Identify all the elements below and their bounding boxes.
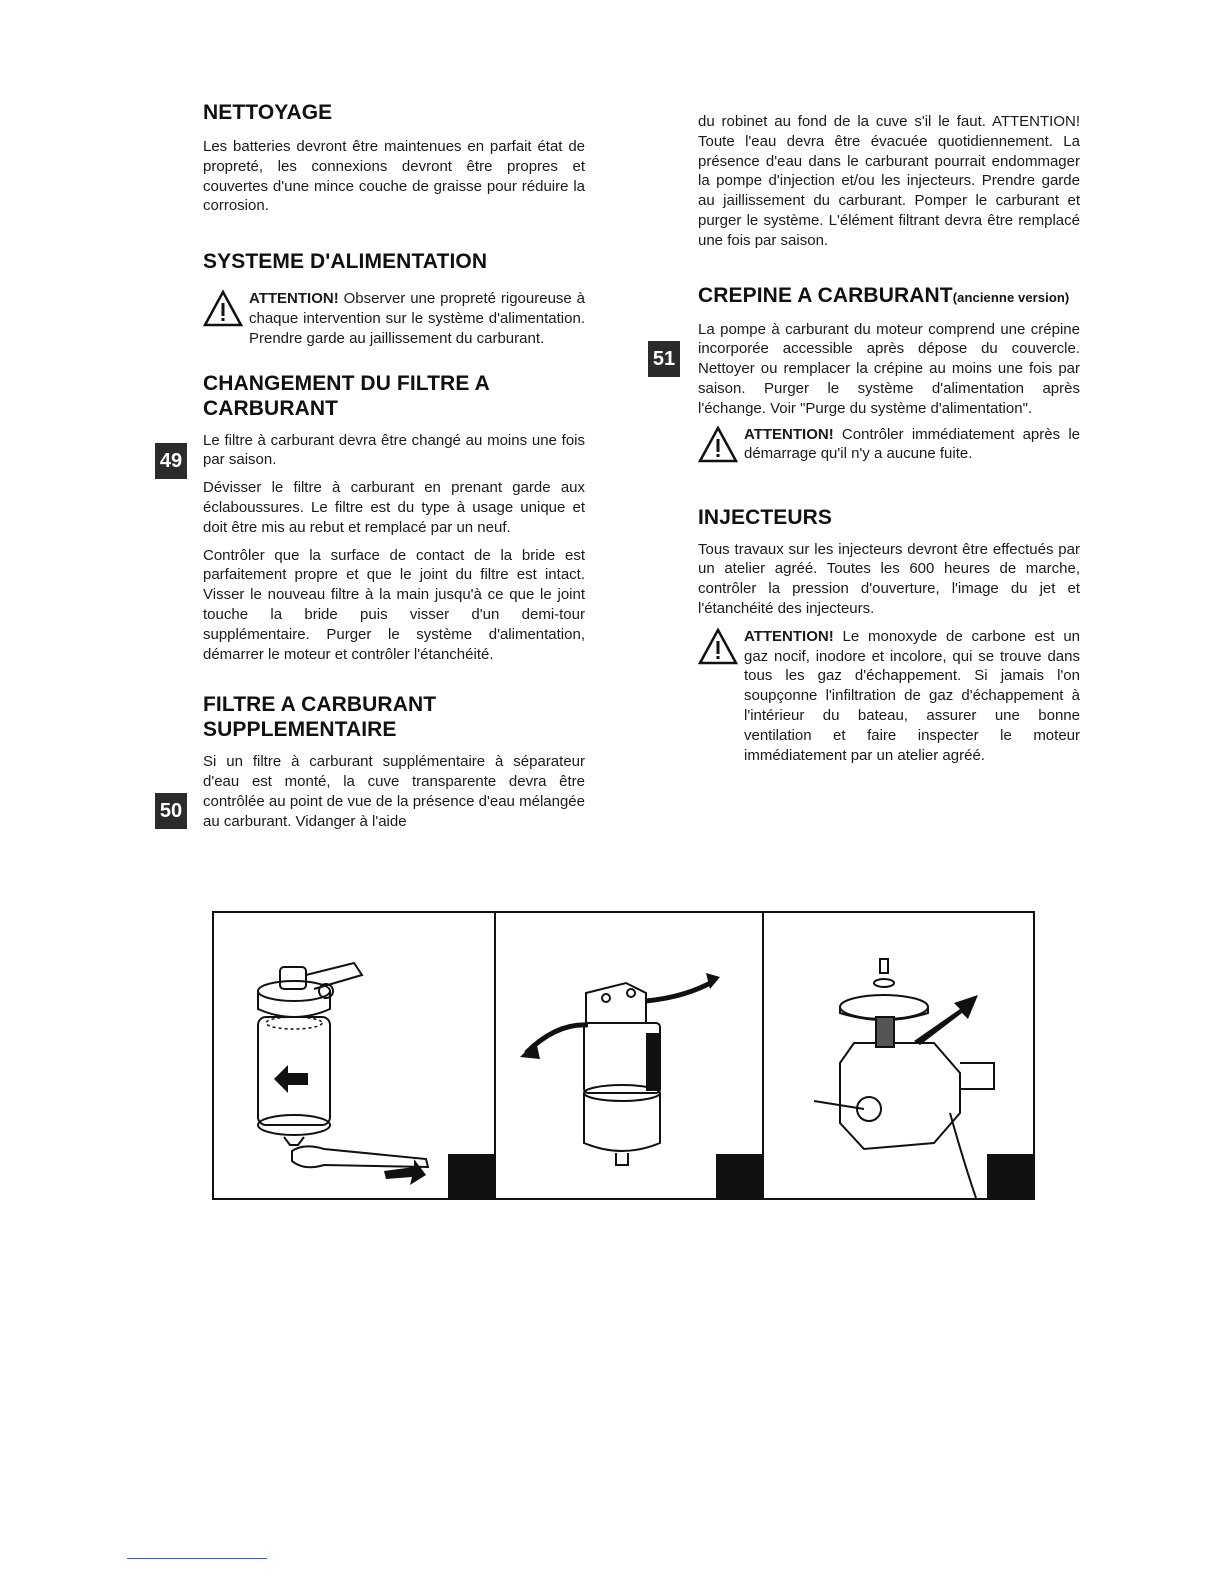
injecteurs-text: Tous travaux sur les injecteurs devront être effectués par un atelier agréé. Toutes les 600 heures de marche, contrôler la pression d'ouverture, l'image du jet et l'étanchéité des injecteurs. <box>698 540 1080 617</box>
figure-marker-51: 51 <box>648 341 680 377</box>
warning-systeme <box>203 289 585 348</box>
figure-fuel-filter-removal <box>214 913 494 1198</box>
heading-injecteurs: INJECTEURS <box>698 505 833 529</box>
heading-systeme-alimentation: SYSTEME D'ALIMENTATION <box>203 250 488 274</box>
warning-injecteurs-text: ATTENTION! Le monoxyde de carbone est un gaz nocif, inodore et incolore, qui se trouve dans tous les gaz d'échappement. Si jamais l'on soupçonne l'infiltration de gaz d'échappement à l'intérieur du bateau, assurer une bonne ventilation et faire inspecter le moteur immédiatement par un atelier agréé. <box>744 627 1080 764</box>
supplementaire-text: Si un filtre à carburant supplémentaire à séparateur d'eau est monté, la cuve transparente devra être contrôlée au point de vue de la présence d'eau mélangée au carburant. Vidanger à l'aide <box>203 753 585 830</box>
figure-fuel-pump-strainer <box>762 913 1033 1198</box>
warning-crepine <box>698 425 1080 465</box>
left-column <box>203 100 585 832</box>
heading-filtre-supplementaire: FILTRE A CARBURANT SUPPLEMENTAIRE <box>203 693 437 742</box>
warning-injecteurs <box>698 627 1080 766</box>
figure-tag <box>448 1154 494 1198</box>
figure-water-separator <box>494 913 762 1198</box>
warning-systeme-text: ATTENTION! Observer une propreté rigoureuse à chaque intervention sur le système d'alimentation. Prendre garde au jaillissement du carburant. <box>249 290 585 347</box>
footer-line <box>127 1558 267 1559</box>
nettoyage-text: Les batteries devront être maintenues en parfait état de propreté, les connexions devront être propres et couvertes d'une mince couche de graisse pour réduire la corrosion. <box>203 138 585 215</box>
heading-nettoyage: NETTOYAGE <box>203 101 333 124</box>
warning-triangle-icon <box>203 289 243 329</box>
right-column <box>698 112 1080 765</box>
heading-changement-filtre: CHANGEMENT DU FILTRE A CARBURANT <box>203 371 490 420</box>
continuation-text: du robinet au fond de la cuve s'il le faut. ATTENTION! Toute l'eau devra être évacuée quotidiennement. La présence d'eau dans le carburant pourrait endommager la pompe d'injection et/ou les injecteurs. Prendre garde au jaillissement du carburant. Pomper le carburant et purger le système. L'élément filtrant devra être remplacé une fois par saison. <box>698 113 1080 249</box>
heading-crepine: CREPINE A CARBURANT(ancienne version) <box>698 283 1070 307</box>
figure-marker-50: 50 <box>155 793 187 829</box>
figure-marker-49: 49 <box>155 443 187 479</box>
figure-tag <box>716 1154 762 1198</box>
warning-triangle-icon <box>698 627 738 667</box>
changement-p2: Dévisser le filtre à carburant en prenant garde aux éclaboussures. Le filtre est du type à usage unique et doit être mis au rebut et remplacé par un neuf. <box>203 479 585 536</box>
figure-tag <box>987 1154 1033 1198</box>
figure-strip <box>212 911 1035 1200</box>
warning-triangle-icon <box>698 425 738 465</box>
warning-crepine-text: ATTENTION! Contrôler immédiatement après le démarrage qu'il n'y a aucune fuite. <box>744 425 1080 463</box>
changement-p1: Le filtre à carburant devra être changé au moins une fois par saison. <box>203 431 585 469</box>
crepine-text: La pompe à carburant du moteur comprend une crépine incorporée accessible après dépose du couvercle. Nettoyer ou remplacer la crépine au moins une fois par saison. Purger le système d'alimentation après l'échange. Voir "Purge du système d'alimentation". <box>698 320 1080 417</box>
changement-p3: Contrôler que la surface de contact de la bride est parfaitement propre et que le joint du filtre est intact. Visser le nouveau filtre à la main jusqu'à ce que le joint touche la bride puis visser d'un demi-tour supplémentaire. Purger le système d'alimentation, démarrer le moteur et contrôler l'étanchéité. <box>203 546 585 663</box>
